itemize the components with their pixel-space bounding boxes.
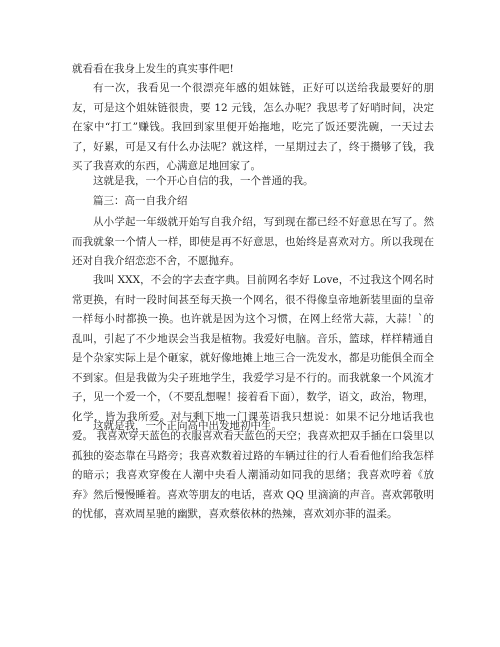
paragraph-summary-1: 这就是我，一个开心自信的我，一个普通的我。 <box>93 175 314 187</box>
paragraph-self-intro: 从小学起一年级就开始写自我介绍，写到现在都已经不好意思在写了。然而我就象一个情人一样，即使是再不好意思，也始终是喜欢对方。所以我现在还对自我介绍恋恋不舍，不愿抛弃。 <box>72 216 434 267</box>
paragraph-intro-line: 就看看在我身上发生的真实事件吧! <box>72 63 234 75</box>
paragraph-story: 有一次，我看见一个很漂亮年感的姐妹链，正好可以送给我最要好的朋友，可是这个姐妹链很贵，要 12 元钱，怎么办呢？我思考了好哨时间，决定在家中“打工”赚钱。我回到家里便开始拖地，吃完了饭还要洗碗，一天过去了，好累，可是又有什么办法呢？就这样，一星期过去了，终于攒够了钱，我买了我喜欢的东西，心满意足地回家了。 <box>72 82 434 172</box>
paragraph-summary-2: 这就是我，一个正向高中出发地初中生。 <box>93 420 282 432</box>
section-heading: 篇三：高一自我介绍 <box>93 195 188 207</box>
paragraph-hobbies: 我叫 XXX，不会的字去查字典。目前网名李好 Love，不过我这个网名时常更换，有时一段时间甚至每天换一个网名，很不得像皇帝地新装里面的皇帝一样每小时都换一换。也许就是因为这个习惯，在网上经常大蒜，大蒜！`的乱叫，引起了不少地误会当我是植物。我爱好电脑。音乐，篮球，样样精通自是个杂家实际上是个砸家，就好像地摊上地三合一洗发水，都是功能俱全而全不到家。但是我做为尖子班地学生，我爱学习是不行的。而我就象一个风流才子，见一个爱一个，（不要乱想喔！接着看下面），数学，语文，政治，物理，化学，皆为我所爱。对与剩下地一门课英语我只想说：如果不记分地话我也爱。 我喜欢穿天蓝色的衣服喜欢看天蓝色的天空；我喜欢把双手插在口袋里以孤独的姿态靠在马路旁；我喜欢数着过路的车辆过往的行人看看他们给我怎样的暗示；我喜欢穿俊在人潮中央看人潮涌动如同我的思绪；我喜欢哼着《放弃》然后慢慢睡着。喜欢等朋友的电话，喜欢 QQ 里滴滴的声音。喜欢郭敬明的忧郁，喜欢周星驰的幽默，喜欢蔡依林的热辣，喜欢刘亦菲的温柔。 <box>72 274 434 520</box>
